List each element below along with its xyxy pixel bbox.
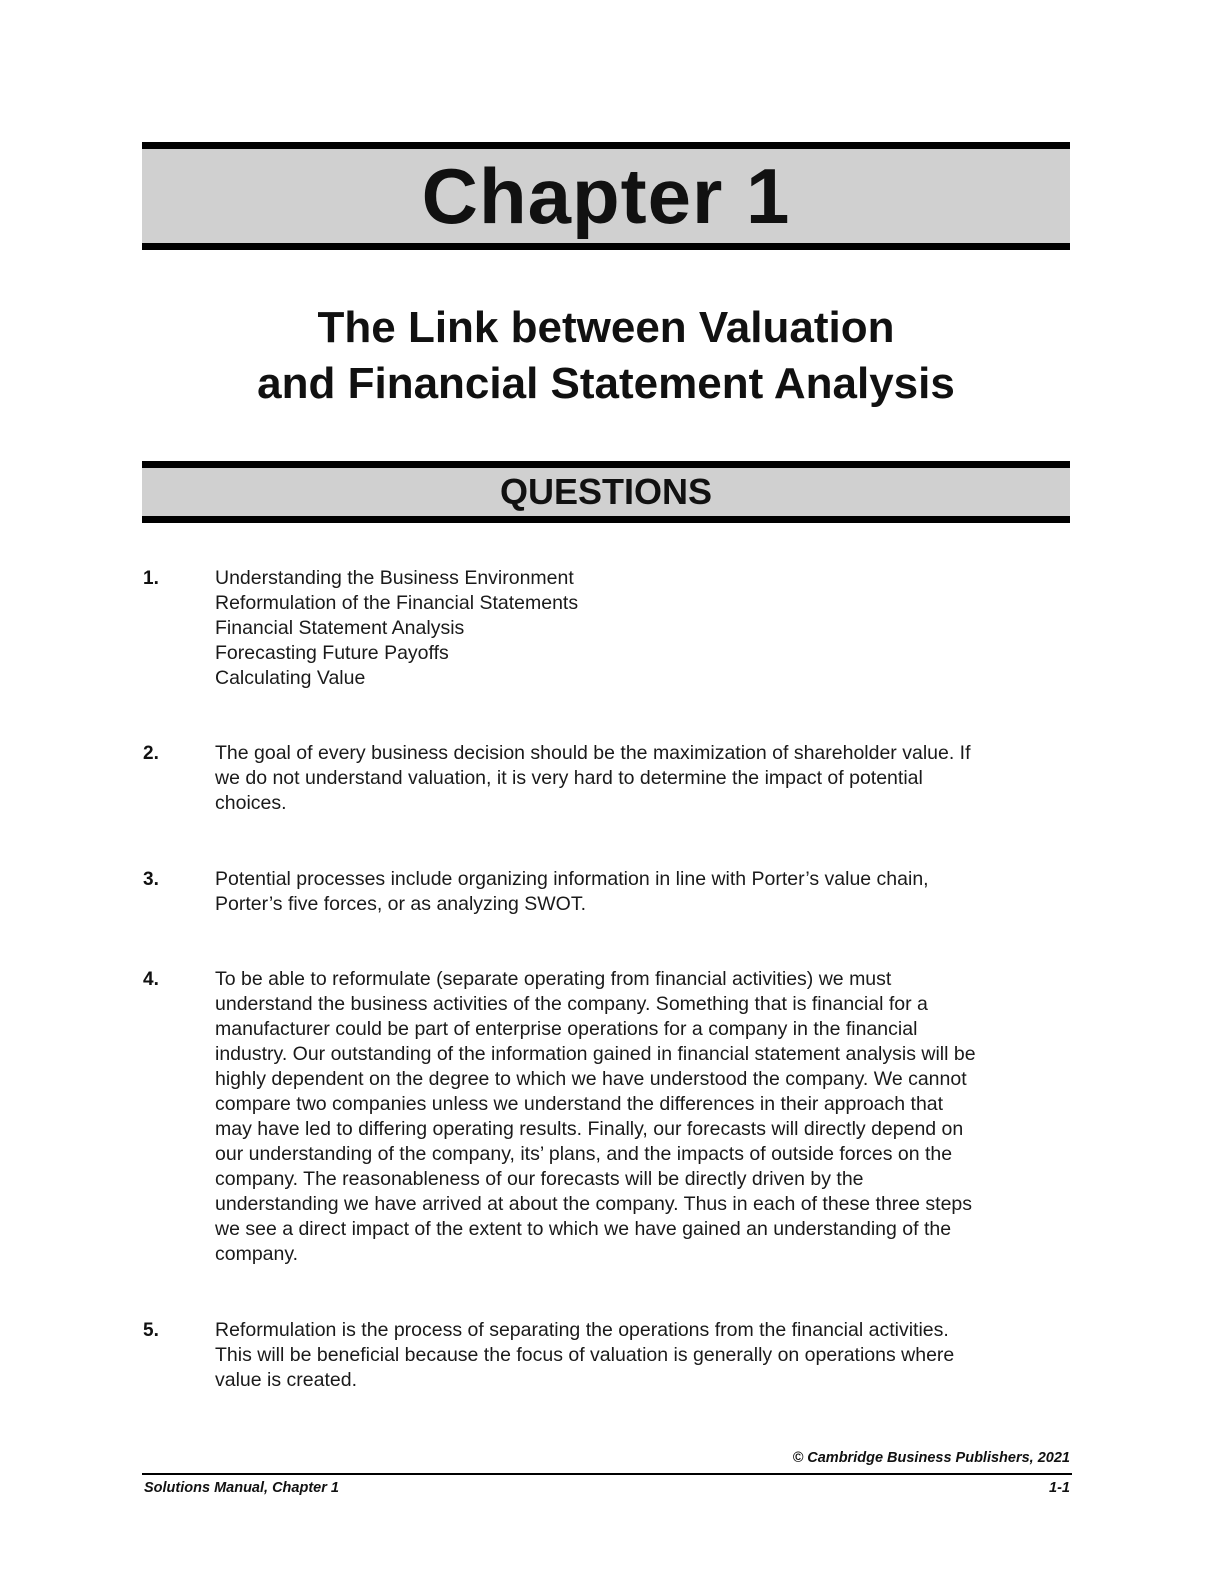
chapter-banner <box>142 142 1070 250</box>
answer-line: value is created. <box>215 1369 357 1391</box>
answer-line: This will be beneficial because the focus of valuation is generally on operations where <box>215 1344 955 1366</box>
question-answer <box>215 967 1075 1267</box>
footer-divider <box>142 1473 1072 1475</box>
question-number: 3. <box>143 869 159 890</box>
answer-line: understand the business activities of the company. Something that is financial for a <box>215 993 928 1015</box>
answer-line: we see a direct impact of the extent to which we have gained an understanding of the <box>215 1218 952 1240</box>
answer-line: may have led to differing operating results. Finally, our forecasts will directly depend on <box>215 1118 964 1140</box>
answer-line: industry. Our outstanding of the information gained in financial statement analysis will be <box>215 1043 976 1065</box>
question-answer <box>215 1318 1075 1393</box>
question-answer <box>215 867 1075 917</box>
answer-line: Potential processes include organizing information in line with Porter’s value chain, <box>215 868 929 890</box>
answer-line: To be able to reformulate (separate operating from financial activities) we must <box>215 968 892 990</box>
answer-line: highly dependent on the degree to which we have understood the company. We cannot <box>215 1068 967 1090</box>
footer-page-number: 1-1 <box>1049 1480 1070 1496</box>
answer-line: Reformulation of the Financial Statements <box>215 592 579 614</box>
answer-line: Financial Statement Analysis <box>215 617 465 639</box>
answer-line: company. The reasonableness of our forecasts will be directly driven by the <box>215 1168 864 1190</box>
section-title: QUESTIONS <box>499 471 713 512</box>
footer-manual-title: Solutions Manual, Chapter 1 <box>144 1480 339 1496</box>
question-number: 1. <box>143 568 159 589</box>
answer-line: Forecasting Future Payoffs <box>215 642 449 664</box>
question-answer <box>215 741 1075 816</box>
question-number: 2. <box>143 743 159 764</box>
question-number: 5. <box>143 1320 159 1341</box>
answer-line: our understanding of the company, its’ plans, and the impacts of outside forces on the <box>215 1143 953 1165</box>
question-answer <box>215 566 1075 691</box>
answer-line: Reformulation is the process of separating the operations from the financial activities. <box>215 1319 949 1341</box>
chapter-title: Chapter 1 <box>421 152 791 240</box>
chapter-subtitle <box>142 300 1070 412</box>
answer-line: company. <box>215 1243 299 1265</box>
answer-line: compare two companies unless we understand the differences in their approach that <box>215 1093 944 1115</box>
answer-line: understanding we have arrived at about the company. Thus in each of these three steps <box>215 1193 973 1215</box>
section-banner <box>142 461 1070 523</box>
answer-line: we do not understand valuation, it is very hard to determine the impact of potential <box>215 767 923 789</box>
question-number: 4. <box>143 969 159 990</box>
subtitle-line: and Financial Statement Analysis <box>257 359 955 408</box>
answer-line: Porter’s five forces, or as analyzing SWOT. <box>215 893 586 915</box>
subtitle-line: The Link between Valuation <box>317 303 895 352</box>
answer-line: Calculating Value <box>215 667 366 689</box>
answer-line: Understanding the Business Environment <box>215 567 574 589</box>
footer-copyright: © Cambridge Business Publishers, 2021 <box>792 1450 1070 1466</box>
answer-line: choices. <box>215 792 287 814</box>
answer-line: manufacturer could be part of enterprise operations for a company in the financial <box>215 1018 918 1040</box>
answer-line: The goal of every business decision should be the maximization of shareholder value. If <box>215 742 971 764</box>
